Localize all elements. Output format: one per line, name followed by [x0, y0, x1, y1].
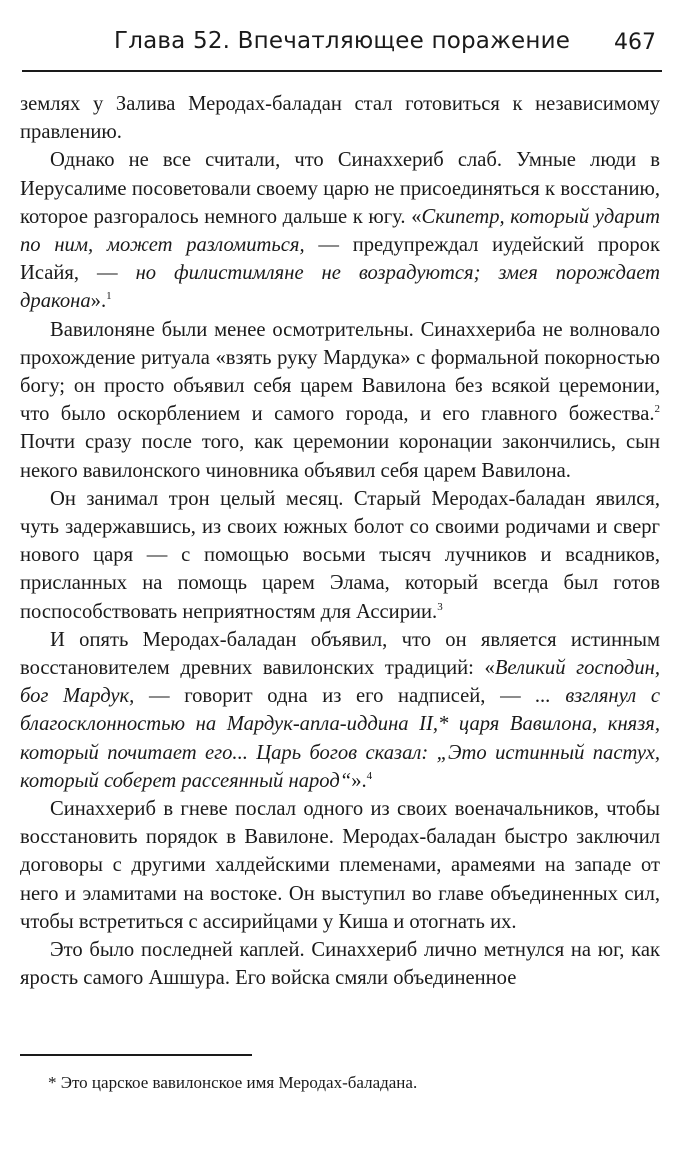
text-run: — говорит одна из его надписей, — [134, 685, 536, 708]
paragraph [20, 90, 660, 146]
quotation-italic: Скипетр, который ударит по ним, может разломиться, [20, 205, 661, 257]
running-head [22, 26, 662, 66]
quotation-italic: но филистимляне не возрадуются; змея порождает дракона [20, 262, 661, 313]
paragraph [20, 146, 660, 315]
footnote-marker: 2 [654, 403, 660, 416]
text-run: Почти сразу после того, как церемонии коронации закончились, сын некого вавилонского чиновника объявил себя царем Вавилона. [20, 431, 660, 482]
text-run: ». [90, 290, 107, 313]
paragraph [20, 626, 660, 795]
paragraph [20, 316, 660, 485]
footnote-marker: 4 [366, 770, 373, 783]
body-text [20, 90, 660, 993]
text-run: Это было последней каплей. Синаххериб лично метнулся на юг, как ярость самого Ашшура. Его войска смяли объединенное [20, 939, 660, 990]
text-run: ». [351, 769, 367, 792]
paragraph [20, 936, 660, 992]
quotation-italic: ... взглянул с благосклонностью на Мардук-апла-иддина II,* царя Вавилона, князя, который почитает его... Царь богов сказал: „Это истинный пастух, который соберет рассеянный народ“ [20, 685, 660, 792]
paragraph [20, 485, 660, 626]
text-run: землях у Залива Меродах-баладан стал готовиться к независимому правлению. [20, 93, 660, 144]
paragraph [20, 795, 660, 936]
text-run: Вавилоняне были менее осмотрительны. Синаххериба не волновало прохождение ритуала «взять руку Мардука» с формальной покорностью богу; он просто объявил себя царем Вавилона без всякой церемонии, что было оскорблением и самого города, и его главного божества. [20, 318, 660, 426]
chapter-title: Глава 52. Впечатляющее поражение [114, 28, 571, 54]
text-run: Синаххериб в гневе послал одного из своих военачальников, чтобы восстановить порядок в Вавилоне. Меродах-баладан быстро заключил договоры с другими халдейскими племенами, арамеями на западе от него и эламитами на востоке. Он выступил во главе объединенных сил, чтобы встретиться с ассирийцами у Киша и отогнать их. [20, 798, 660, 933]
page-number: 467 [614, 30, 656, 55]
text-run: Он занимал трон целый месяц. Старый Меродах-баладан явился, чуть задержавшись, из своих южных болот со своими родичами и сверг нового царя — с помощью восьми тысяч лучников и всадников, присланных на помощь царем Элама, который всегда был готов поспособствовать неприятностям для Ассирии. [20, 487, 660, 623]
footnote-marker: 3 [437, 600, 443, 613]
footnote-marker: 1 [106, 290, 112, 303]
text-run: — предупреждал иудейский пророк Исайя, — [20, 234, 660, 285]
text-run: Однако не все считали, что Синаххериб слаб. Умные люди в Иерусалиме посоветовали своему царю не присоединяться к восстанию, которое разгоралось немного дальше к югу. « [20, 149, 660, 228]
quotation-italic: Великий господин, бог Мардук, [20, 657, 661, 708]
text-run: И опять Меродах-баладан объявил, что он является истинным восстановителем древних вавилонских традиций: « [20, 628, 660, 680]
header-rule [22, 70, 662, 72]
footnote-rule [20, 1054, 252, 1056]
footnote: * Это царское вавилонское имя Меродах-баладана. [48, 1073, 418, 1092]
